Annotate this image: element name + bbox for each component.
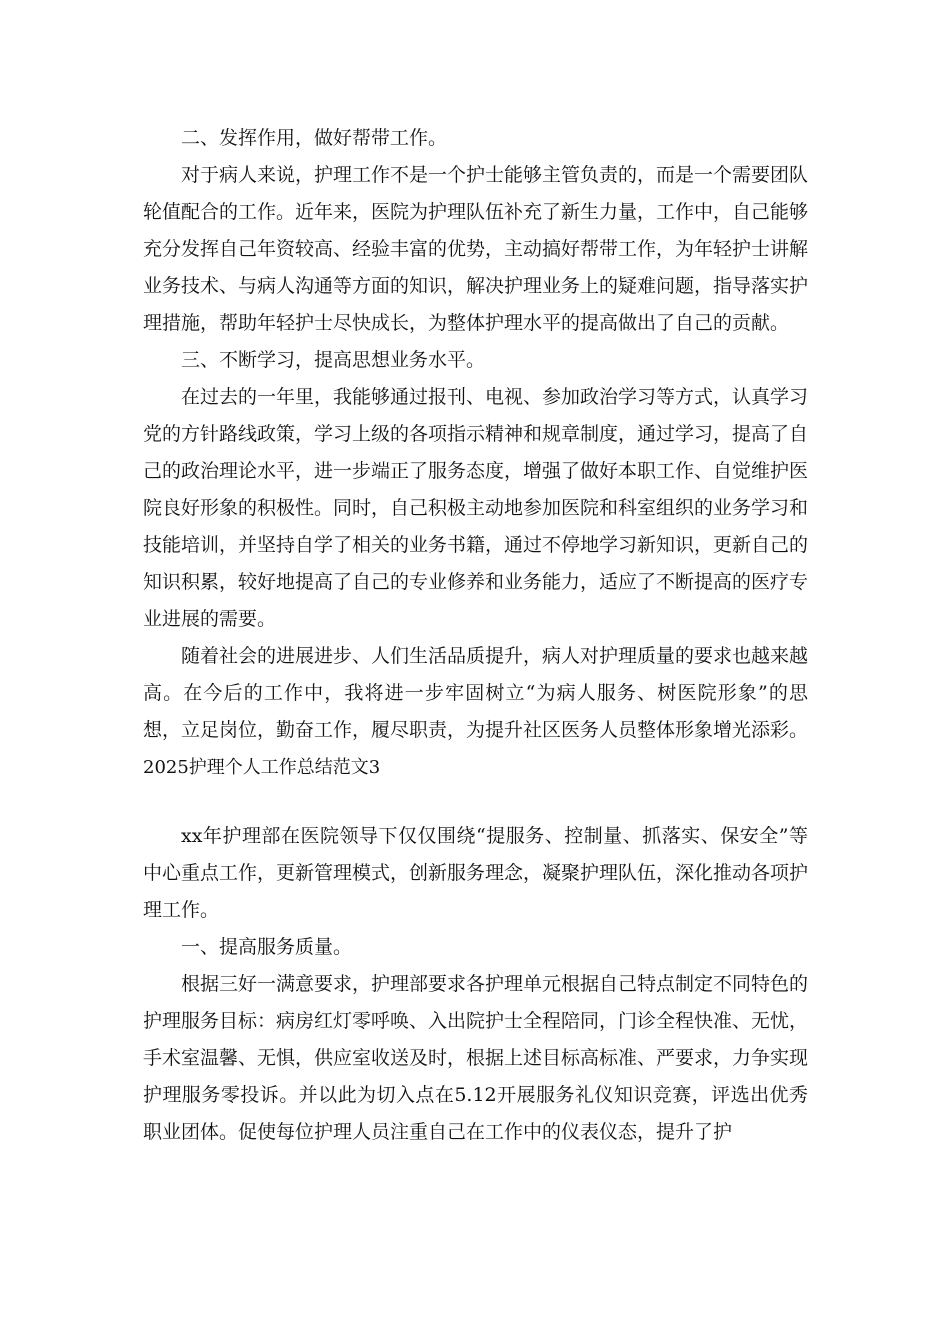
- paragraph-intro: xx年护理部在医院领导下仅仅围绕“提服务、控制量、抓落实、保安全”等中心重点工作，更新管理模式，创新服务理念，凝聚护理队伍，深化推动各项护理工作。: [143, 825, 809, 921]
- paragraph-learning: 在过去的一年里，我能够通过报刊、电视、参加政治学习等方式，认真学习党的方针路线政策，学习上级的各项指示精神和规章制度，通过学习，提高了自己的政治理论水平，进一步端正了服务态度，增强了做好本职工作、自觉维护医院良好形象的积极性。同时，自己积极主动地参加医院和科室组织的业务学习和技能培训，并坚持自学了相关的业务书籍，通过不停地学习新知识，更新自己的知识积累，较好地提高了自己的专业修养和业务能力，适应了不断提高的医疗专业进展的需要。: [143, 386, 809, 630]
- heading-two: 二、发挥作用，做好帮带工作。: [181, 127, 448, 149]
- heading-one: 一、提高服务质量。: [181, 936, 353, 958]
- section-spacer: [143, 786, 808, 818]
- paragraph-outlook: 随着社会的进展进步、人们生活品质提升，病人对护理质量的要求也越来越高。在今后的工作中，我将进一步牢固树立“为病人服务、树医院形象”的思想，立足岗位，勤奋工作，履尽职责，为提升社区医务人员整体形象增光添彩。: [143, 645, 809, 741]
- paragraph-service-quality: 根据三好一满意要求，护理部要求各护理单元根据自己特点制定不同特色的护理服务目标：病房红灯零呼唤、入出院护士全程陪同，门诊全程快准、无忧，手术室温馨、无惧，供应室收送及时，根据上述目标高标准、严要求，力争实现护理服务零投诉。并以此为切入点在5.12开展服务礼仪知识竞赛，评选出优秀职业团体。促使每位护理人员注重自己在工作中的仪表仪态，提升了护: [143, 973, 809, 1143]
- heading-three: 三、不断学习，提高思想业务水平。: [181, 349, 486, 371]
- document-body: [143, 120, 808, 1151]
- section-title: 2025护理个人工作总结范文3: [143, 757, 381, 778]
- paragraph-mentoring: 对于病人来说，护理工作不是一个护士能够主管负责的，而是一个需要团队轮值配合的工作。近年来，医院为护理队伍补充了新生力量，工作中，自己能够充分发挥自己年资较高、经验丰富的优势，主动搞好帮带工作，为年轻护士讲解业务技术、与病人沟通等方面的知识，解决护理业务上的疑难问题，指导落实护理措施，帮助年轻护士尽快成长，为整体护理水平的提高做出了自己的贡献。: [143, 164, 809, 334]
